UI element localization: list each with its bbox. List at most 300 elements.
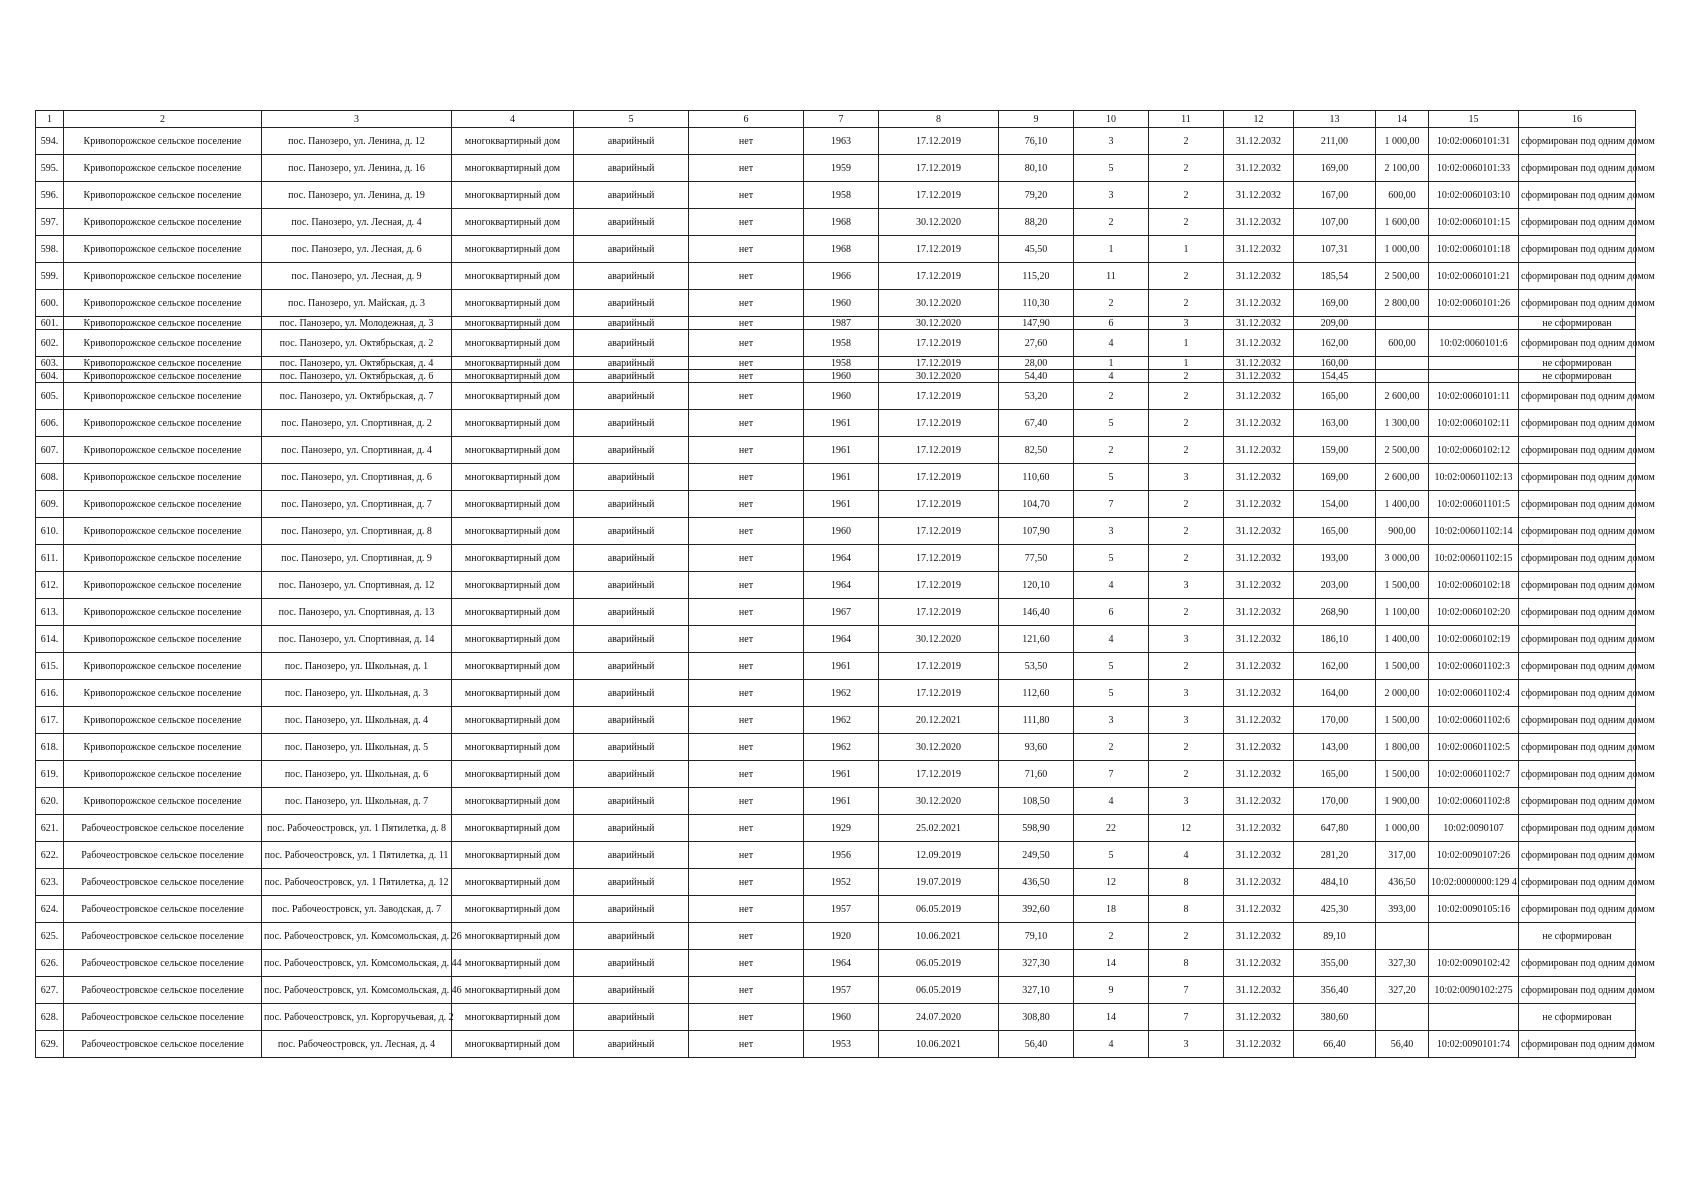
column-10-cell: 1 <box>1074 236 1149 263</box>
settlement-cell: Кривопорожское сельское поселение <box>64 330 262 357</box>
condition-cell: аварийный <box>574 842 689 869</box>
column-14-cell <box>1376 357 1429 370</box>
area-cell: 308,80 <box>999 1004 1074 1031</box>
row-number: 598. <box>36 236 64 263</box>
column-10-cell: 4 <box>1074 1031 1149 1058</box>
recognition-date-cell: 20.12.2021 <box>879 707 999 734</box>
area-cell: 79,20 <box>999 182 1074 209</box>
land-plot-status-cell: не сформирован <box>1519 1004 1636 1031</box>
table-row <box>36 330 1636 357</box>
column-10-cell: 11 <box>1074 263 1149 290</box>
row-number: 600. <box>36 290 64 317</box>
table-row <box>36 1031 1636 1058</box>
column-13-cell: 425,30 <box>1294 896 1376 923</box>
column-10-cell: 2 <box>1074 290 1149 317</box>
cadastral-number-cell: 10:02:00601102:4 <box>1429 680 1519 707</box>
deadline-cell: 31.12.2032 <box>1224 464 1294 491</box>
recognition-date-cell: 30.12.2020 <box>879 734 999 761</box>
address-cell: пос. Панозеро, ул. Спортивная, д. 6 <box>262 464 452 491</box>
table-row <box>36 572 1636 599</box>
building-type-cell: многоквартирный дом <box>452 734 574 761</box>
table-row <box>36 437 1636 464</box>
column-13-cell: 154,00 <box>1294 491 1376 518</box>
deadline-cell: 31.12.2032 <box>1224 977 1294 1004</box>
column-10-cell: 3 <box>1074 128 1149 155</box>
land-plot-status-cell: сформирован под одним домом <box>1519 734 1636 761</box>
column-13-cell: 162,00 <box>1294 330 1376 357</box>
year-built-cell: 1960 <box>804 518 879 545</box>
column-10-cell: 3 <box>1074 518 1149 545</box>
column-11-cell: 2 <box>1149 653 1224 680</box>
column-11-cell: 3 <box>1149 572 1224 599</box>
address-cell: пос. Панозеро, ул. Лесная, д. 9 <box>262 263 452 290</box>
deadline-cell: 31.12.2032 <box>1224 815 1294 842</box>
column-10-cell: 4 <box>1074 370 1149 383</box>
year-built-cell: 1953 <box>804 1031 879 1058</box>
address-cell: пос. Панозеро, ул. Майская, д. 3 <box>262 290 452 317</box>
building-type-cell: многоквартирный дом <box>452 923 574 950</box>
column-10-cell: 5 <box>1074 464 1149 491</box>
column-6-cell: нет <box>689 155 804 182</box>
column-6-cell: нет <box>689 869 804 896</box>
land-plot-status-cell: сформирован под одним домом <box>1519 410 1636 437</box>
address-cell: пос. Панозеро, ул. Лесная, д. 4 <box>262 209 452 236</box>
settlement-cell: Кривопорожское сельское поселение <box>64 182 262 209</box>
deadline-cell: 31.12.2032 <box>1224 263 1294 290</box>
table-row <box>36 263 1636 290</box>
table-row <box>36 545 1636 572</box>
land-plot-status-cell: сформирован под одним домом <box>1519 491 1636 518</box>
settlement-cell: Кривопорожское сельское поселение <box>64 545 262 572</box>
row-number: 622. <box>36 842 64 869</box>
column-10-cell: 5 <box>1074 545 1149 572</box>
year-built-cell: 1961 <box>804 491 879 518</box>
area-cell: 80,10 <box>999 155 1074 182</box>
cadastral-number-cell: 10:02:0060101:31 <box>1429 128 1519 155</box>
land-plot-status-cell: сформирован под одним домом <box>1519 680 1636 707</box>
area-cell: 327,10 <box>999 977 1074 1004</box>
table-row <box>36 950 1636 977</box>
column-14-cell: 2 000,00 <box>1376 680 1429 707</box>
column-6-cell: нет <box>689 545 804 572</box>
recognition-date-cell: 24.07.2020 <box>879 1004 999 1031</box>
column-6-cell: нет <box>689 437 804 464</box>
condition-cell: аварийный <box>574 263 689 290</box>
column-11-cell: 8 <box>1149 950 1224 977</box>
table-row <box>36 707 1636 734</box>
land-plot-status-cell: сформирован под одним домом <box>1519 464 1636 491</box>
table-row <box>36 788 1636 815</box>
column-14-cell <box>1376 317 1429 330</box>
condition-cell: аварийный <box>574 236 689 263</box>
recognition-date-cell: 17.12.2019 <box>879 572 999 599</box>
column-11-cell: 2 <box>1149 545 1224 572</box>
column-11-cell: 7 <box>1149 977 1224 1004</box>
recognition-date-cell: 17.12.2019 <box>879 330 999 357</box>
condition-cell: аварийный <box>574 1004 689 1031</box>
settlement-cell: Кривопорожское сельское поселение <box>64 518 262 545</box>
recognition-date-cell: 17.12.2019 <box>879 653 999 680</box>
building-type-cell: многоквартирный дом <box>452 545 574 572</box>
column-11-cell: 2 <box>1149 290 1224 317</box>
land-plot-status-cell: сформирован под одним домом <box>1519 626 1636 653</box>
area-cell: 56,40 <box>999 1031 1074 1058</box>
building-type-cell: многоквартирный дом <box>452 815 574 842</box>
row-number: 605. <box>36 383 64 410</box>
year-built-cell: 1961 <box>804 410 879 437</box>
deadline-cell: 31.12.2032 <box>1224 1004 1294 1031</box>
table-row <box>36 128 1636 155</box>
column-6-cell: нет <box>689 761 804 788</box>
area-cell: 110,30 <box>999 290 1074 317</box>
address-cell: пос. Панозеро, ул. Ленина, д. 16 <box>262 155 452 182</box>
column-13-cell: 484,10 <box>1294 869 1376 896</box>
row-number: 614. <box>36 626 64 653</box>
deadline-cell: 31.12.2032 <box>1224 599 1294 626</box>
land-plot-status-cell: сформирован под одним домом <box>1519 209 1636 236</box>
column-6-cell: нет <box>689 1031 804 1058</box>
building-type-cell: многоквартирный дом <box>452 209 574 236</box>
column-6-cell: нет <box>689 182 804 209</box>
building-type-cell: многоквартирный дом <box>452 370 574 383</box>
table-row <box>36 653 1636 680</box>
address-cell: пос. Панозеро, ул. Молодежная, д. 3 <box>262 317 452 330</box>
cadastral-number-cell: 10:02:0090107 <box>1429 815 1519 842</box>
area-cell: 120,10 <box>999 572 1074 599</box>
deadline-cell: 31.12.2032 <box>1224 410 1294 437</box>
column-13-cell: 167,00 <box>1294 182 1376 209</box>
column-13-cell: 211,00 <box>1294 128 1376 155</box>
column-13-cell: 107,31 <box>1294 236 1376 263</box>
column-header-3: 3 <box>262 111 452 128</box>
column-10-cell: 18 <box>1074 896 1149 923</box>
row-number: 620. <box>36 788 64 815</box>
deadline-cell: 31.12.2032 <box>1224 518 1294 545</box>
column-14-cell: 1 500,00 <box>1376 707 1429 734</box>
building-type-cell: многоквартирный дом <box>452 357 574 370</box>
column-11-cell: 2 <box>1149 734 1224 761</box>
column-10-cell: 6 <box>1074 317 1149 330</box>
column-header-9: 9 <box>999 111 1074 128</box>
column-13-cell: 169,00 <box>1294 155 1376 182</box>
column-header-16: 16 <box>1519 111 1636 128</box>
recognition-date-cell: 30.12.2020 <box>879 209 999 236</box>
area-cell: 392,60 <box>999 896 1074 923</box>
column-6-cell: нет <box>689 209 804 236</box>
cadastral-number-cell <box>1429 1004 1519 1031</box>
land-plot-status-cell: не сформирован <box>1519 317 1636 330</box>
column-6-cell: нет <box>689 599 804 626</box>
column-6-cell: нет <box>689 330 804 357</box>
cadastral-number-cell: 10:02:0060103:10 <box>1429 182 1519 209</box>
row-number: 599. <box>36 263 64 290</box>
land-plot-status-cell: сформирован под одним домом <box>1519 182 1636 209</box>
building-type-cell: многоквартирный дом <box>452 977 574 1004</box>
cadastral-number-cell: 10:02:0060101:33 <box>1429 155 1519 182</box>
column-11-cell: 8 <box>1149 896 1224 923</box>
condition-cell: аварийный <box>574 330 689 357</box>
settlement-cell: Рабочеостровское сельское поселение <box>64 896 262 923</box>
column-14-cell: 2 500,00 <box>1376 437 1429 464</box>
column-11-cell: 2 <box>1149 155 1224 182</box>
area-cell: 82,50 <box>999 437 1074 464</box>
building-type-cell: многоквартирный дом <box>452 653 574 680</box>
column-13-cell: 163,00 <box>1294 410 1376 437</box>
recognition-date-cell: 17.12.2019 <box>879 410 999 437</box>
column-13-cell: 356,40 <box>1294 977 1376 1004</box>
year-built-cell: 1964 <box>804 572 879 599</box>
table-row <box>36 370 1636 383</box>
building-type-cell: многоквартирный дом <box>452 761 574 788</box>
area-cell: 108,50 <box>999 788 1074 815</box>
year-built-cell: 1957 <box>804 896 879 923</box>
recognition-date-cell: 06.05.2019 <box>879 950 999 977</box>
column-6-cell: нет <box>689 128 804 155</box>
deadline-cell: 31.12.2032 <box>1224 626 1294 653</box>
column-14-cell: 1 500,00 <box>1376 653 1429 680</box>
area-cell: 115,20 <box>999 263 1074 290</box>
settlement-cell: Кривопорожское сельское поселение <box>64 317 262 330</box>
cadastral-number-cell: 10:02:0060101:11 <box>1429 383 1519 410</box>
deadline-cell: 31.12.2032 <box>1224 317 1294 330</box>
column-header-6: 6 <box>689 111 804 128</box>
settlement-cell: Кривопорожское сельское поселение <box>64 155 262 182</box>
recognition-date-cell: 25.02.2021 <box>879 815 999 842</box>
column-6-cell: нет <box>689 383 804 410</box>
settlement-cell: Рабочеостровское сельское поселение <box>64 977 262 1004</box>
column-6-cell: нет <box>689 626 804 653</box>
area-cell: 27,60 <box>999 330 1074 357</box>
year-built-cell: 1920 <box>804 923 879 950</box>
settlement-cell: Кривопорожское сельское поселение <box>64 707 262 734</box>
settlement-cell: Кривопорожское сельское поселение <box>64 572 262 599</box>
column-6-cell: нет <box>689 263 804 290</box>
row-number: 607. <box>36 437 64 464</box>
deadline-cell: 31.12.2032 <box>1224 653 1294 680</box>
address-cell: пос. Панозеро, ул. Октябрьская, д. 4 <box>262 357 452 370</box>
column-6-cell: нет <box>689 317 804 330</box>
year-built-cell: 1964 <box>804 545 879 572</box>
area-cell: 598,90 <box>999 815 1074 842</box>
land-plot-status-cell: сформирован под одним домом <box>1519 896 1636 923</box>
column-13-cell: 209,00 <box>1294 317 1376 330</box>
column-13-cell: 162,00 <box>1294 653 1376 680</box>
building-type-cell: многоквартирный дом <box>452 236 574 263</box>
condition-cell: аварийный <box>574 182 689 209</box>
area-cell: 111,80 <box>999 707 1074 734</box>
area-cell: 53,50 <box>999 653 1074 680</box>
land-plot-status-cell: сформирован под одним домом <box>1519 977 1636 1004</box>
year-built-cell: 1962 <box>804 707 879 734</box>
table-row <box>36 977 1636 1004</box>
row-number: 625. <box>36 923 64 950</box>
column-14-cell: 327,30 <box>1376 950 1429 977</box>
column-header-12: 12 <box>1224 111 1294 128</box>
column-number-row <box>36 111 1636 128</box>
area-cell: 67,40 <box>999 410 1074 437</box>
column-11-cell: 2 <box>1149 383 1224 410</box>
year-built-cell: 1961 <box>804 653 879 680</box>
column-10-cell: 9 <box>1074 977 1149 1004</box>
land-plot-status-cell: сформирован под одним домом <box>1519 383 1636 410</box>
land-plot-status-cell: сформирован под одним домом <box>1519 437 1636 464</box>
settlement-cell: Кривопорожское сельское поселение <box>64 263 262 290</box>
address-cell: пос. Панозеро, ул. Школьная, д. 7 <box>262 788 452 815</box>
cadastral-number-cell: 10:02:0060102:18 <box>1429 572 1519 599</box>
deadline-cell: 31.12.2032 <box>1224 545 1294 572</box>
column-6-cell: нет <box>689 357 804 370</box>
year-built-cell: 1961 <box>804 437 879 464</box>
settlement-cell: Кривопорожское сельское поселение <box>64 680 262 707</box>
table-body <box>36 128 1655 1058</box>
year-built-cell: 1958 <box>804 182 879 209</box>
building-type-cell: многоквартирный дом <box>452 626 574 653</box>
row-number: 601. <box>36 317 64 330</box>
land-plot-status-cell: сформирован под одним домом <box>1519 761 1636 788</box>
building-type-cell: многоквартирный дом <box>452 518 574 545</box>
building-type-cell: многоквартирный дом <box>452 290 574 317</box>
year-built-cell: 1929 <box>804 815 879 842</box>
column-header-8: 8 <box>879 111 999 128</box>
column-6-cell: нет <box>689 518 804 545</box>
table-row <box>36 923 1636 950</box>
row-number: 602. <box>36 330 64 357</box>
column-14-cell <box>1376 1004 1429 1031</box>
deadline-cell: 31.12.2032 <box>1224 330 1294 357</box>
table-row <box>36 236 1636 263</box>
deadline-cell: 31.12.2032 <box>1224 842 1294 869</box>
row-number: 627. <box>36 977 64 1004</box>
column-6-cell: нет <box>689 1004 804 1031</box>
land-plot-status-cell: сформирован под одним домом <box>1519 330 1636 357</box>
column-11-cell: 3 <box>1149 626 1224 653</box>
address-cell: пос. Панозеро, ул. Лесная, д. 6 <box>262 236 452 263</box>
year-built-cell: 1960 <box>804 1004 879 1031</box>
condition-cell: аварийный <box>574 464 689 491</box>
deadline-cell: 31.12.2032 <box>1224 236 1294 263</box>
condition-cell: аварийный <box>574 896 689 923</box>
condition-cell: аварийный <box>574 383 689 410</box>
recognition-date-cell: 17.12.2019 <box>879 357 999 370</box>
column-10-cell: 7 <box>1074 761 1149 788</box>
area-cell: 54,40 <box>999 370 1074 383</box>
column-14-cell: 1 500,00 <box>1376 761 1429 788</box>
land-plot-status-cell: сформирован под одним домом <box>1519 788 1636 815</box>
address-cell: пос. Рабочеостровск, ул. Заводская, д. 7 <box>262 896 452 923</box>
column-11-cell: 2 <box>1149 410 1224 437</box>
area-cell: 327,30 <box>999 950 1074 977</box>
condition-cell: аварийный <box>574 923 689 950</box>
column-11-cell: 2 <box>1149 761 1224 788</box>
settlement-cell: Кривопорожское сельское поселение <box>64 290 262 317</box>
column-10-cell: 5 <box>1074 653 1149 680</box>
column-13-cell: 186,10 <box>1294 626 1376 653</box>
building-type-cell: многоквартирный дом <box>452 680 574 707</box>
address-cell: пос. Панозеро, ул. Спортивная, д. 8 <box>262 518 452 545</box>
area-cell: 79,10 <box>999 923 1074 950</box>
recognition-date-cell: 17.12.2019 <box>879 236 999 263</box>
row-number: 616. <box>36 680 64 707</box>
column-10-cell: 2 <box>1074 734 1149 761</box>
cadastral-number-cell <box>1429 370 1519 383</box>
land-plot-status-cell: сформирован под одним домом <box>1519 155 1636 182</box>
deadline-cell: 31.12.2032 <box>1224 761 1294 788</box>
condition-cell: аварийный <box>574 626 689 653</box>
column-14-cell: 600,00 <box>1376 330 1429 357</box>
year-built-cell: 1959 <box>804 155 879 182</box>
table-row <box>36 182 1636 209</box>
address-cell: пос. Рабочеостровск, ул. Комсомольская, д. 26 <box>262 923 452 950</box>
column-10-cell: 2 <box>1074 923 1149 950</box>
building-type-cell: многоквартирный дом <box>452 464 574 491</box>
settlement-cell: Кривопорожское сельское поселение <box>64 788 262 815</box>
column-13-cell: 169,00 <box>1294 464 1376 491</box>
column-13-cell: 169,00 <box>1294 290 1376 317</box>
table-row <box>36 518 1636 545</box>
column-10-cell: 2 <box>1074 209 1149 236</box>
row-number: 621. <box>36 815 64 842</box>
area-cell: 436,50 <box>999 869 1074 896</box>
condition-cell: аварийный <box>574 357 689 370</box>
building-type-cell: многоквартирный дом <box>452 128 574 155</box>
land-plot-status-cell: сформирован под одним домом <box>1519 545 1636 572</box>
address-cell: пос. Панозеро, ул. Школьная, д. 3 <box>262 680 452 707</box>
recognition-date-cell: 06.05.2019 <box>879 977 999 1004</box>
land-plot-status-cell: сформирован под одним домом <box>1519 518 1636 545</box>
column-14-cell: 1 000,00 <box>1376 236 1429 263</box>
row-number: 611. <box>36 545 64 572</box>
settlement-cell: Кривопорожское сельское поселение <box>64 653 262 680</box>
settlement-cell: Кривопорожское сельское поселение <box>64 491 262 518</box>
address-cell: пос. Панозеро, ул. Спортивная, д. 2 <box>262 410 452 437</box>
column-14-cell: 1 400,00 <box>1376 491 1429 518</box>
column-13-cell: 159,00 <box>1294 437 1376 464</box>
settlement-cell: Кривопорожское сельское поселение <box>64 437 262 464</box>
deadline-cell: 31.12.2032 <box>1224 869 1294 896</box>
table-row <box>36 357 1636 370</box>
recognition-date-cell: 17.12.2019 <box>879 155 999 182</box>
column-10-cell: 4 <box>1074 330 1149 357</box>
column-13-cell: 160,00 <box>1294 357 1376 370</box>
address-cell: пос. Панозеро, ул. Ленина, д. 12 <box>262 128 452 155</box>
deadline-cell: 31.12.2032 <box>1224 155 1294 182</box>
address-cell: пос. Рабочеостровск, ул. Лесная, д. 4 <box>262 1031 452 1058</box>
recognition-date-cell: 17.12.2019 <box>879 128 999 155</box>
column-11-cell: 3 <box>1149 707 1224 734</box>
deadline-cell: 31.12.2032 <box>1224 734 1294 761</box>
cadastral-number-cell: 10:02:0060101:6 <box>1429 330 1519 357</box>
deadline-cell: 31.12.2032 <box>1224 182 1294 209</box>
condition-cell: аварийный <box>574 437 689 464</box>
settlement-cell: Кривопорожское сельское поселение <box>64 383 262 410</box>
address-cell: пос. Панозеро, ул. Спортивная, д. 14 <box>262 626 452 653</box>
settlement-cell: Кривопорожское сельское поселение <box>64 626 262 653</box>
building-type-cell: многоквартирный дом <box>452 572 574 599</box>
column-13-cell: 193,00 <box>1294 545 1376 572</box>
column-header-7: 7 <box>804 111 879 128</box>
column-11-cell: 2 <box>1149 437 1224 464</box>
table-row <box>36 842 1636 869</box>
deadline-cell: 31.12.2032 <box>1224 923 1294 950</box>
condition-cell: аварийный <box>574 518 689 545</box>
column-header-5: 5 <box>574 111 689 128</box>
condition-cell: аварийный <box>574 290 689 317</box>
cadastral-number-cell: 10:02:0090101:74 <box>1429 1031 1519 1058</box>
column-11-cell: 2 <box>1149 518 1224 545</box>
deadline-cell: 31.12.2032 <box>1224 357 1294 370</box>
column-6-cell: нет <box>689 236 804 263</box>
condition-cell: аварийный <box>574 370 689 383</box>
